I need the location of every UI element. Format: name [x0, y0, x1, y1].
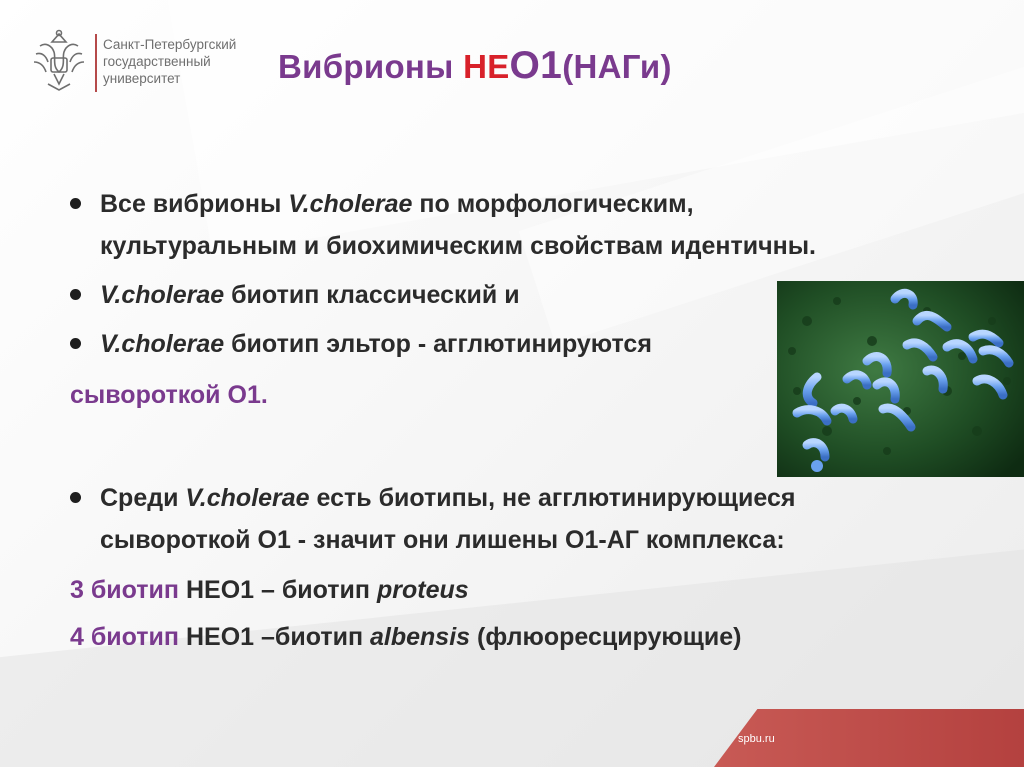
slide-title: [278, 44, 672, 88]
header-divider: [95, 34, 97, 92]
text-run: биотип эльтор - агглютинируются: [224, 330, 652, 358]
bullet-icon: [70, 198, 81, 209]
text-run: есть биотипы, не агглютинирующиеся: [309, 484, 796, 512]
text-run: Все вибрионы: [100, 190, 289, 218]
bullet-text: [100, 326, 652, 362]
text-run: НЕО1 – биотип: [185, 576, 377, 604]
title-prefix: Вибрионы: [278, 48, 464, 85]
text-run: НЕО1 –биотип: [185, 623, 371, 651]
bullet-icon: [70, 338, 81, 349]
title-o1: О1: [509, 44, 563, 87]
species-name: V.cholerae: [100, 281, 225, 309]
university-name-line: университет: [103, 71, 181, 86]
text-run: по морфологическим,: [412, 190, 694, 218]
title-accent: НЕ: [463, 48, 510, 85]
species-name: V.cholerae: [100, 330, 225, 358]
university-crest-icon: [30, 28, 88, 94]
bullet-text: [100, 186, 694, 222]
slide-header: [0, 0, 1024, 120]
text-run: биотип классический и: [224, 281, 520, 309]
biotype-number: 3 биотип: [70, 576, 186, 604]
biotype-number: 4 биотип: [70, 623, 186, 651]
bullet-icon: [70, 492, 81, 503]
footer-site[interactable]: spbu.ru: [738, 733, 775, 745]
bullet-text: [100, 480, 795, 516]
biotype-name: proteus: [376, 576, 469, 604]
biotype-line: [70, 572, 469, 608]
bullet-icon: [70, 289, 81, 300]
university-name-line: Санкт-Петербургский: [103, 37, 237, 52]
university-name: [103, 36, 273, 87]
bullet-text-continuation: культуральным и биохимическим свойствам идентичны.: [100, 232, 816, 260]
serum-line: сывороткой О1.: [70, 381, 268, 409]
species-name: V.cholerae: [185, 484, 310, 512]
vibrio-micrograph-image: [777, 281, 1024, 477]
text-run: (флюоресцирующие): [470, 623, 742, 651]
biotype-name: albensis: [370, 623, 471, 651]
university-name-line: государственный: [103, 54, 211, 69]
bullet-text: [100, 277, 520, 313]
species-name: V.cholerae: [288, 190, 413, 218]
title-suffix: (НАГи): [562, 48, 672, 85]
biotype-line: [70, 619, 741, 655]
text-run: Среди: [100, 484, 186, 512]
bullet-text-continuation: сывороткой О1 - значит они лишены О1-АГ комплекса:: [100, 526, 785, 554]
